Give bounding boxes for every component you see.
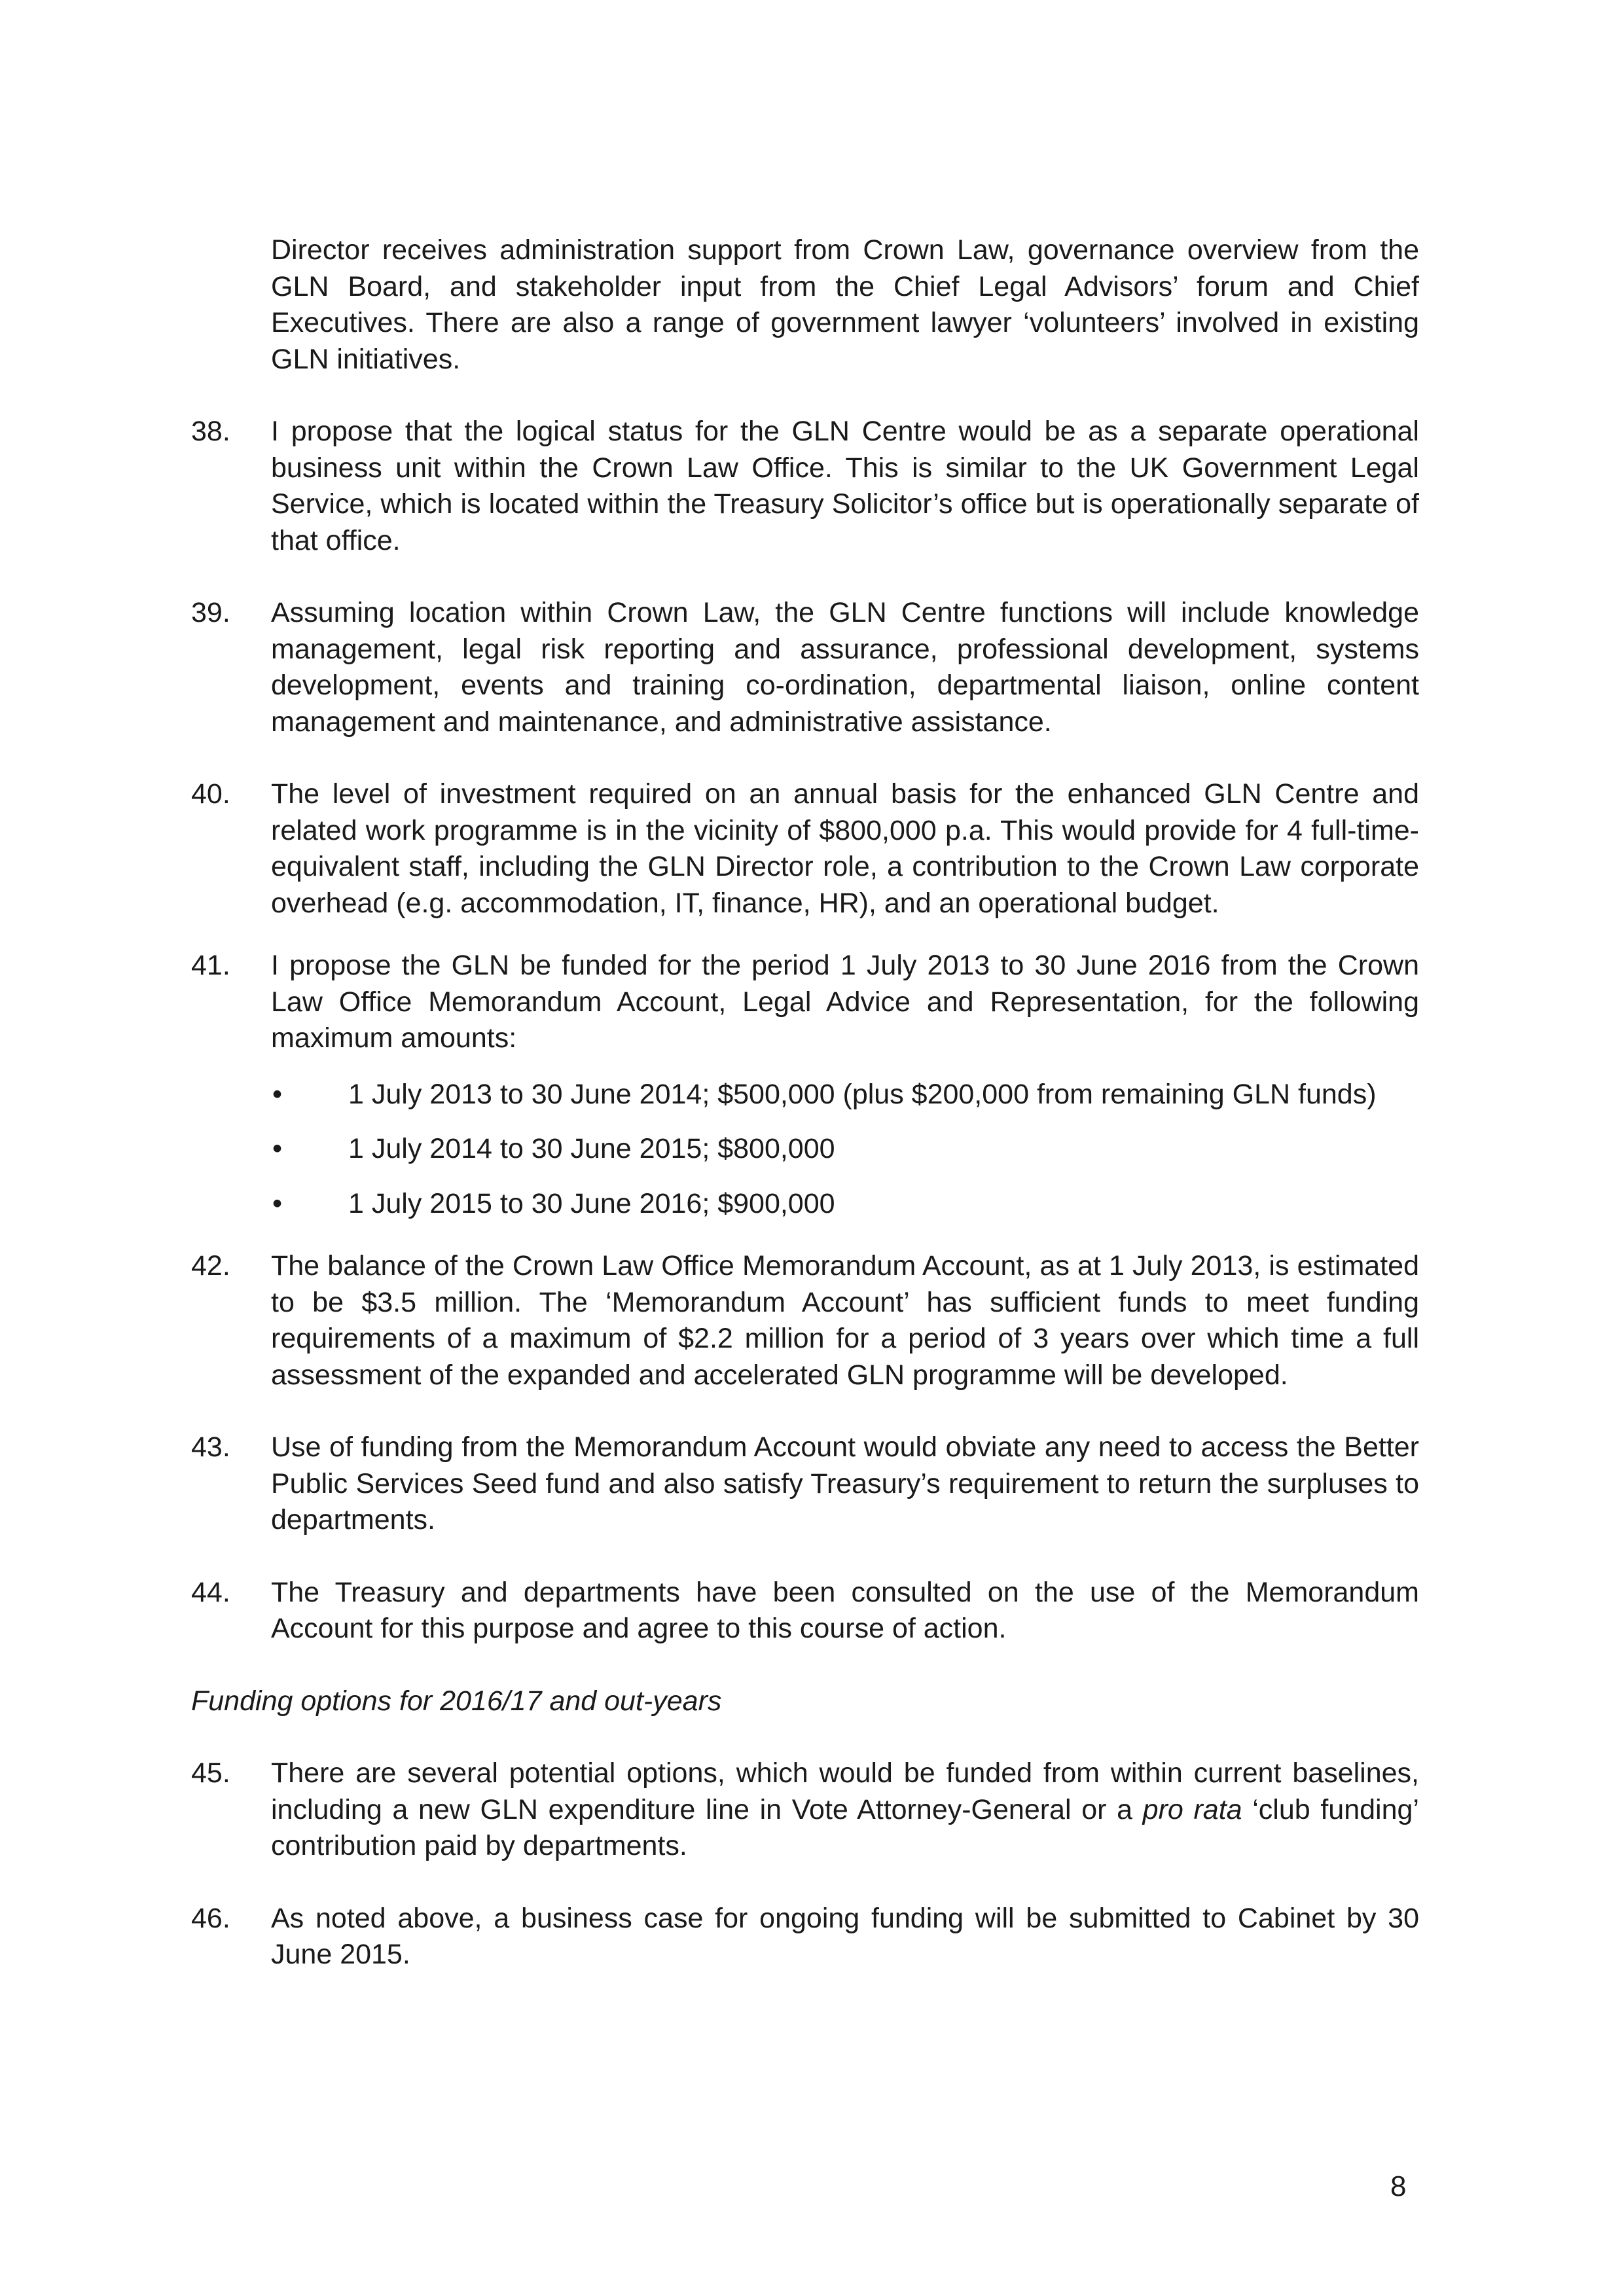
paragraph-43 [191, 1429, 1419, 1539]
paragraph-text: The level of investment required on an annual basis for the enhanced GLN Centre and related work programme is in the vicinity of $800,000 p.a. This would provide for 4 full-time-equivalent staff, including the GLN Director role, a contribution to the Crown Law corporate overhead (e.g. accommodation, IT, finance, HR), and an operational budget. [271, 778, 1419, 919]
paragraph-number: 44. [191, 1576, 230, 1608]
paragraph-number: 42. [191, 1250, 230, 1282]
bullet-text: 1 July 2014 to 30 June 2015; $800,000 [348, 1133, 835, 1164]
bullet-icon: • [272, 1078, 283, 1110]
funding-bullet [271, 1077, 1419, 1113]
paragraph-number: 45. [191, 1757, 230, 1789]
document-body [191, 232, 1419, 2009]
paragraph-text: As noted above, a business case for ongoing funding will be submitted to Cabinet by 30 June 2015. [271, 1902, 1419, 1970]
paragraph-46 [191, 1901, 1419, 1973]
bullet-text: 1 July 2015 to 30 June 2016; $900,000 [348, 1187, 835, 1219]
funding-bullet-list [191, 1077, 1419, 1223]
funding-bullet [271, 1186, 1419, 1223]
paragraph-text: The balance of the Crown Law Office Memorandum Account, as at 1 July 2013, is estimated to be $3.5 million. The ‘Memorandum Account’ has sufficient funds to meet funding requirements of a maximum of $2.2 million for a period of 3 years over which time a full assessment of the expanded and accelerated GLN programme will be developed. [271, 1250, 1419, 1391]
bullet-icon: • [272, 1133, 283, 1164]
paragraph-text: Use of funding from the Memorandum Account would obviate any need to access the Better Public Services Seed fund and also satisfy Treasury’s requirement to return the surpluses to departments. [271, 1431, 1419, 1535]
section-heading: Funding options for 2016/17 and out-years [191, 1685, 722, 1717]
paragraph-number: 38. [191, 416, 230, 447]
paragraph-text: I propose that the logical status for the GLN Centre would be as a separate operational business unit within the Crown Law Office. This is similar to the UK Government Legal Service, which is located within the Treasury Solicitor’s office but is operationally separate of that office. [271, 416, 1419, 556]
paragraph-number: 43. [191, 1431, 230, 1463]
paragraph-41 [191, 948, 1419, 1057]
paragraph-text: I propose the GLN be funded for the period 1 July 2013 to 30 June 2016 from the Crown Law Office Memorandum Account, Legal Advice and Representation, for the following maximum amounts: [271, 950, 1419, 1054]
paragraph-42 [191, 1248, 1419, 1393]
paragraph-39 [191, 595, 1419, 740]
intro-continuation: Director receives administration support from Crown Law, governance overview from the GLN Board, and stakeholder input from the Chief Legal Advisors’ forum and Chief Executives. There are also a range of government lawyer ‘volunteers’ involved in existing GLN initiatives. [271, 234, 1419, 375]
paragraph-number: 40. [191, 778, 230, 810]
paragraph-number: 46. [191, 1902, 230, 1934]
paragraph-text-italic: pro rata [1142, 1793, 1242, 1825]
paragraph-text: The Treasury and departments have been consulted on the use of the Memorandum Account for this purpose and agree to this course of action. [271, 1576, 1419, 1644]
paragraph-38 [191, 414, 1419, 559]
bullet-text: 1 July 2013 to 30 June 2014; $500,000 (plus $200,000 from remaining GLN funds) [348, 1078, 1377, 1110]
bullet-icon: • [272, 1187, 283, 1219]
paragraph-text: Assuming location within Crown Law, the GLN Centre functions will include knowledge management, legal risk reporting and assurance, professional development, systems development, events and training co-ordination, departmental liaison, online content management and maintenance, and administrative assistance. [271, 597, 1419, 738]
funding-bullet [271, 1131, 1419, 1168]
paragraph-number: 39. [191, 597, 230, 628]
paragraph-40 [191, 776, 1419, 922]
paragraph-text-before: There are several potential options, which would be funded from within current baselines, including a new GLN expenditure line in Vote Attorney-General or a [271, 1757, 1419, 1825]
page-number: 8 [1390, 2170, 1407, 2202]
paragraph-44 [191, 1575, 1419, 1647]
paragraph-text-after: ‘club funding’ contribution paid by departments. [271, 1793, 1419, 1861]
paragraph-number: 41. [191, 950, 230, 981]
paragraph-45 [191, 1755, 1419, 1865]
